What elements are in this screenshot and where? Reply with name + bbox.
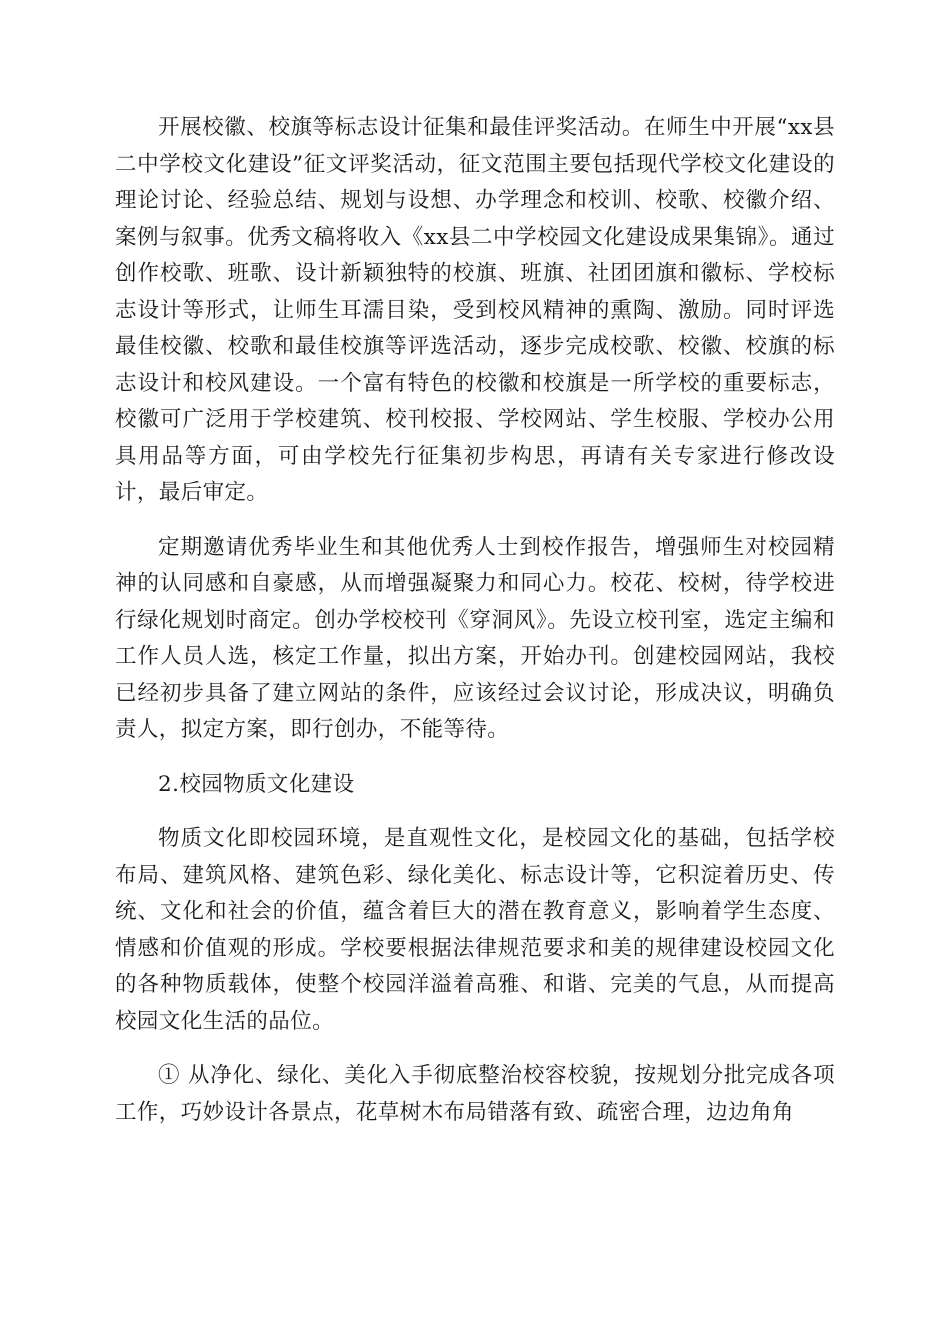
section-heading-material-culture: 2.校园物质文化建设: [158, 771, 355, 797]
paragraph-emblem-flag-design: 开展校徽、校旗等标志设计征集和最佳评奖活动。在师生中开展“xx县二中学校文化建设”征文评奖活动，征文范围主要包括现代学校文化建设的理论讨论、经验总结、规划与设想、办学理念和校训、校歌、校徽介绍、案例与叙事。优秀文稿将收入《xx县二中学校园文化建设成果集锦》。通过创作校歌、班歌、设计新颖独特的校旗、班旗、社团团旗和徽标、学校标志设计等形式，让师生耳濡目染，受到校风精神的熏陶、激励。同时评选最佳校徽、校歌和最佳校旗等评选活动，逐步完成校歌、校徽、校旗的标志设计和校风建设。一个富有特色的校徽和校旗是一所学校的重要标志，校徽可广泛用于学校建筑、校刊校报、学校网站、学生校服、学校办公用具用品等方面，可由学校先行征集初步构思，再请有关专家进行修改设计，最后审定。: [115, 115, 835, 505]
paragraph-invited-reports: 定期邀请优秀毕业生和其他优秀人士到校作报告，增强师生对校园精神的认同感和自豪感，从而增强凝聚力和同心力。校花、校树，待学校进行绿化规划时商定。创办学校校刊《穿洞风》。先设立校刊室，选定主编和工作人员人选，核定工作量，拟出方案，开始办刊。创建校园网站，我校已经初步具备了建立网站的条件，应该经过会议讨论，形成决议，明确负责人，拟定方案，即行创办，不能等待。: [115, 534, 835, 742]
paragraph-campus-greening: ① 从净化、绿化、美化入手彻底整治校容校貌，按规划分批完成各项工作，巧妙设计各景点，花草树木布局错落有致、疏密合理，边边角角: [115, 1063, 835, 1125]
document-body: [115, 110, 835, 1131]
paragraph-material-culture: 物质文化即校园环境，是直观性文化，是校园文化的基础，包括学校布局、建筑风格、建筑色彩、绿化美化、标志设计等，它积淀着历史、传统、文化和社会的价值，蕴含着巨大的潜在教育意义，影响着学生态度、情感和价值观的形成。学校要根据法律规范要求和美的规律建设校园文化的各种物质载体，使整个校园洋溢着高雅、和谐、完美的气息，从而提高校园文化生活的品位。: [115, 826, 835, 1034]
